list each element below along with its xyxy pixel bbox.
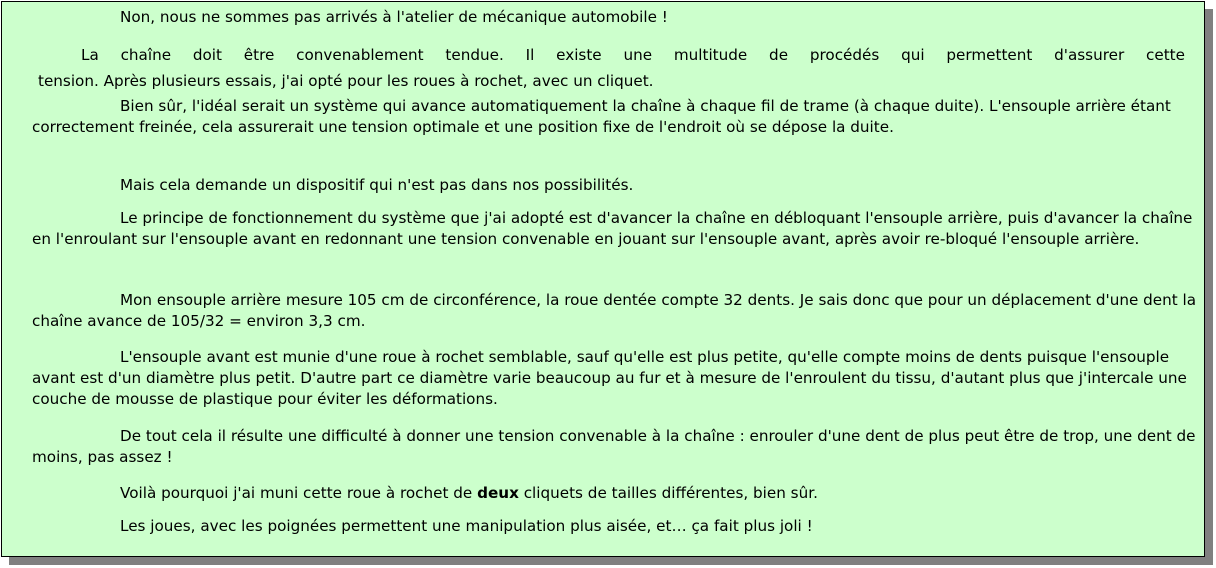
paragraph-principe: Le principe de fonctionnement du système que j'ai adopté est d'avancer la chaîne en débloquant l'ensouple arrière, puis d'avancer la chaîne en l'enroulant sur l'ensouple avant en redonnant une tension convenable en jouant sur l'ensouple avant, après avoir re-bloqué l'ensouple arrière.	[32, 209, 1193, 248]
paragraph-difficulte: De tout cela il résulte une difficulté à donner une tension convenable à la chaîne : enrouler d'une dent de plus peut être de trop, une dent de moins, pas assez !	[32, 427, 1196, 466]
paragraph-dispositif: Mais cela demande un dispositif qui n'est pas dans nos possibilités.	[120, 176, 634, 194]
paragraph-tension-line2: tension. Après plusieurs essais, j'ai opté pour les roues à rochet, avec un cliquet.	[38, 72, 654, 90]
paragraph-tension-line1: La chaîne doit être convenablement tendue. Il existe une multitude de procédés qui permettent d'assurer cette	[81, 46, 1185, 64]
voila-text-start: Voilà pourquoi j'ai muni cette roue à rochet de	[120, 484, 478, 502]
voila-bold-word: deux	[477, 484, 519, 502]
paragraph-ideal: Bien sûr, l'idéal serait un système qui avance automatiquement la chaîne à chaque fil de trame (à chaque duite). L'ensouple arrière étant correctement freinée, cela assurerait une tension optimale et une position fixe de l'endroit où se dépose la duite.	[32, 97, 1171, 136]
paragraph-intro: Non, nous ne sommes pas arrivés à l'atelier de mécanique automobile !	[120, 8, 668, 26]
voila-text-end: cliquets de tailles différentes, bien sûr.	[518, 484, 818, 502]
paragraph-joues: Les joues, avec les poignées permettent une manipulation plus aisée, et… ça fait plus joli !	[120, 517, 813, 535]
text-box	[1, 1, 1205, 557]
paragraph-voila	[32, 483, 1204, 504]
paragraph-ensouple-arriere: Mon ensouple arrière mesure 105 cm de circonférence, la roue dentée compte 32 dents. Je sais donc que pour un déplacement d'une dent la chaîne avance de 105/32 = environ 3,3 cm.	[32, 291, 1197, 330]
paragraph-ensouple-avant: L'ensouple avant est munie d'une roue à rochet semblable, sauf qu'elle est plus petite, qu'elle compte moins de dents puisque l'ensouple avant est d'un diamètre plus petit. D'autre part ce diamètre varie beaucoup au fur et à mesure de l'enroulent du tissu, d'autant plus que j'intercale une couche de mousse de plastique pour éviter les déformations.	[32, 348, 1187, 408]
